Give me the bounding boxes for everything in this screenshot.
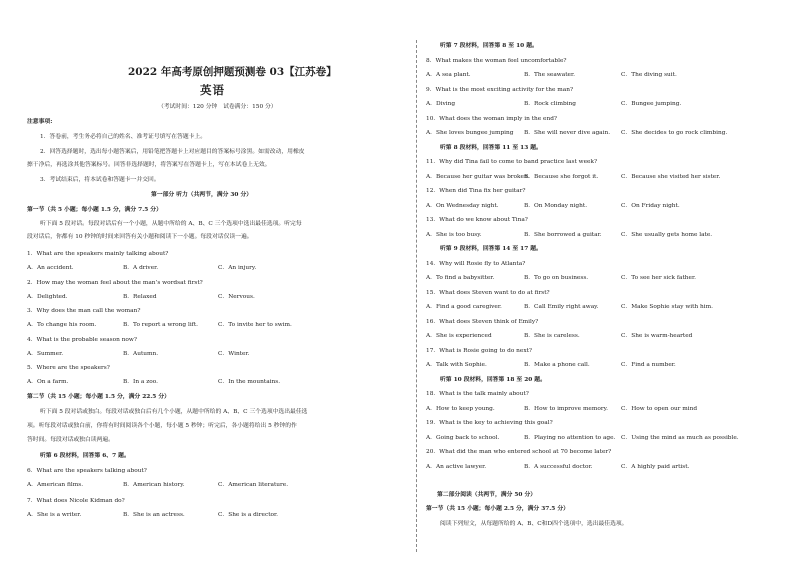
section1-intro: 段对话后，你都有 10 秒钟的时间来回答有关小题和阅读下一小题。每段对话仅读一遍。 (27, 234, 253, 240)
option-a: A．On a farm. (27, 379, 69, 385)
option-c: C．An injury. (218, 265, 257, 271)
option-b: B．To go on business. (524, 275, 589, 281)
part2-section1-heading: 第一节（共 15 小题；每小题 2.5 分，满分 37.5 分） (426, 506, 569, 512)
option-b: B．She will never dive again. (524, 130, 611, 136)
option-b: B．Make a phone call. (524, 362, 590, 368)
option-a: A．A sea plant. (426, 72, 471, 78)
option-c: C．Make Sophie stay with him. (621, 304, 713, 310)
notice-item: 2．回答选择题时，选出每小题答案后，用铅笔把答题卡上对应题目的答案标号涂黑。如需改动，用橡皮 (40, 149, 305, 155)
option-c: C．In the mountains. (218, 379, 281, 385)
option-a: A．An accident. (27, 265, 74, 271)
question-text: 5．Where are the speakers? (27, 365, 110, 371)
option-a: A．She loves bungee jumping (426, 130, 514, 136)
column-divider (416, 40, 417, 552)
option-b: B．In a zoo. (123, 379, 158, 385)
material-heading: 听第 6 段材料，回答第 6、7 题。 (40, 453, 130, 459)
question-text: 7．What does Nicole Kidman do? (27, 498, 125, 504)
section2-intro: 项。听每段对话或独白前，你将有时间阅读各个小题，每小题 5 秒钟；听完后，各小题将给出 5 秒钟的作 (27, 423, 297, 429)
part2-heading: 第二部分阅读（共两节，满分 50 分） (437, 492, 537, 498)
option-b: B．How to improve memory. (524, 405, 608, 412)
option-c: C．The diving suit. (621, 72, 677, 78)
material-heading: 听第 7 段材料，回答第 8 至 10 题。 (440, 43, 538, 49)
question-text: 12．When did Tina fix her guitar? (426, 188, 526, 194)
section2-heading: 第二节（共 15 小题；每小题 1.5 分，满分 22.5 分） (27, 394, 170, 400)
option-c: C．Winter. (218, 350, 250, 357)
option-c: C．To invite her to swim. (218, 322, 292, 328)
question-text: 2．How may the woman feel about the man’s wordsat first? (27, 279, 203, 286)
question-text: 14．Why will Rosie fly to Atlanta? (426, 260, 526, 267)
option-a: A．She is a writer. (27, 512, 82, 518)
option-a: A．Summer. (27, 350, 64, 357)
option-c: C．On Friday night. (621, 202, 680, 209)
part1-heading: 第一部分 听力（共两节，满分 30 分） (151, 192, 253, 198)
question-text: 6．What are the speakers talking about? (27, 468, 147, 474)
option-a: A．She is experienced (426, 333, 492, 339)
option-c: C．To see her sick father. (621, 275, 696, 281)
notice-item: 3．考试结束后，将本试卷和答题卡一并交回。 (40, 177, 160, 183)
option-a: A．Find a good caregiver. (426, 304, 502, 310)
notice-item: 擦干净后，再选涂其他答案标号。回答非选择题时，将答案写在答题卡上，写在本试卷上无效。 (27, 162, 271, 168)
option-c: C．Find a number. (621, 362, 676, 368)
option-a: A．She is too busy. (426, 231, 482, 238)
material-heading: 听第 9 段材料，回答第 14 至 17 题。 (440, 246, 542, 252)
notice-heading: 注意事项: (27, 119, 53, 125)
part2-intro: 阅读下列短文，从每题所给的 A、B、C和D四个选项中，选出最佳选项。 (440, 521, 628, 527)
question-text: 10．What does the woman imply in the end? (426, 115, 558, 122)
option-a: A．To change his room. (27, 322, 97, 328)
option-b: B．Because she forgot it. (524, 173, 599, 180)
option-b: B．She borrowed a guitar. (524, 231, 602, 238)
question-text: 8．What makes the woman feel uncomfortable? (426, 57, 567, 64)
question-text: 1．What are the speakers mainly talking about? (27, 251, 169, 257)
option-b: B．A driver. (123, 265, 159, 271)
option-b: B．Rock climbing (524, 101, 576, 107)
option-a: A．Delighted. (27, 293, 68, 300)
material-heading: 听第 10 段材料，回答第 18 至 20 题。 (440, 376, 546, 383)
exam-info: （考试时间：120 分钟 试卷满分：150 分） (158, 104, 277, 110)
option-c: C．A highly paid artist. (621, 463, 690, 470)
option-b: B．To report a wrong lift. (123, 322, 198, 328)
option-b: B．On Monday night. (524, 202, 588, 209)
option-b: B．She is an actress. (123, 512, 185, 518)
option-b: B．The seawater. (524, 72, 575, 78)
option-a: A．Because her guitar was broken. (426, 173, 530, 180)
option-c: C．Nervous. (218, 293, 255, 300)
question-text: 17．What is Rosie going to do next? (426, 347, 533, 354)
option-c: C．How to open our mind (621, 405, 698, 412)
option-b: B．American history. (123, 482, 185, 488)
option-b: B．Autumn. (123, 350, 159, 357)
question-text: 13．What do we know about Tina? (426, 217, 528, 223)
option-c: C．She is a director. (218, 512, 278, 518)
option-a: A．An active lawyer. (426, 463, 487, 470)
question-text: 19．What is the key to achieving this goal? (426, 420, 553, 426)
option-a: A．Going back to school. (426, 434, 500, 441)
question-text: 16．What does Steven think of Emily? (426, 318, 539, 325)
option-c: C．She decides to go rock climbing. (621, 130, 728, 136)
option-c: C．American literature. (218, 482, 289, 488)
subject-title: 英语 (200, 83, 225, 97)
question-text: 3．Why does the man call the woman? (27, 308, 141, 314)
option-c: C．She is warm-hearted (621, 333, 693, 339)
option-a: A．Talk with Sophie. (426, 362, 487, 368)
page-title: 2022 年高考原创押题预测卷 03【江苏卷】 (128, 66, 337, 78)
option-b: B．Call Emily right away. (524, 304, 599, 310)
option-a: A．Diving (426, 101, 456, 107)
option-a: A．How to keep young. (426, 405, 495, 412)
section2-intro: 听下面 5 段对话或独白。每段对话或独白后有几个小题，从题中所给的 A、B、C 三个选项中选出最佳选 (40, 409, 308, 415)
question-text: 11．Why did Tina fail to come to band practice last week? (426, 159, 598, 165)
option-a: A．American films. (27, 482, 84, 488)
option-c: C．Because she visited her sister. (621, 173, 721, 180)
question-text: 4．What is the probable season now? (27, 336, 137, 343)
option-c: C．Using the mind as much as possible. (621, 434, 739, 441)
section1-intro: 听下面 5 段对话。每段对话后有一个小题，从题中所给的 A、B、C 三个选项中选出最佳选项。听完每 (40, 221, 302, 227)
option-a: A．To find a babysitter. (426, 275, 495, 281)
option-a: A．On Wednesday night. (426, 202, 499, 209)
option-c: C．She usually gets home late. (621, 231, 713, 238)
question-text: 20．What did the man who entered school at 70 become later? (426, 449, 612, 455)
option-b: B．Relaxed (123, 293, 157, 300)
notice-item: 1．答卷前，考生务必将自己的姓名、准考证号填写在答题卡上。 (40, 134, 207, 140)
material-heading: 听第 8 段材料，回答第 11 至 13 题。 (440, 144, 542, 151)
option-b: B．Playing no attention to age. (524, 434, 616, 441)
option-b: B．She is careless. (524, 333, 580, 339)
question-text: 18．What is the talk mainly about? (426, 391, 529, 397)
option-b: B．A successful doctor. (524, 463, 593, 470)
option-c: C．Bungee jumping. (621, 101, 682, 107)
question-text: 15．What does Steven want to do at first? (426, 289, 550, 296)
section1-heading: 第一节（共 5 小题；每小题 1.5 分，满分 7.5 分） (27, 207, 162, 213)
section2-intro: 答时间。每段对话或独白读两遍。 (27, 437, 114, 443)
question-text: 9．What is the most exciting activity for the man? (426, 86, 574, 93)
